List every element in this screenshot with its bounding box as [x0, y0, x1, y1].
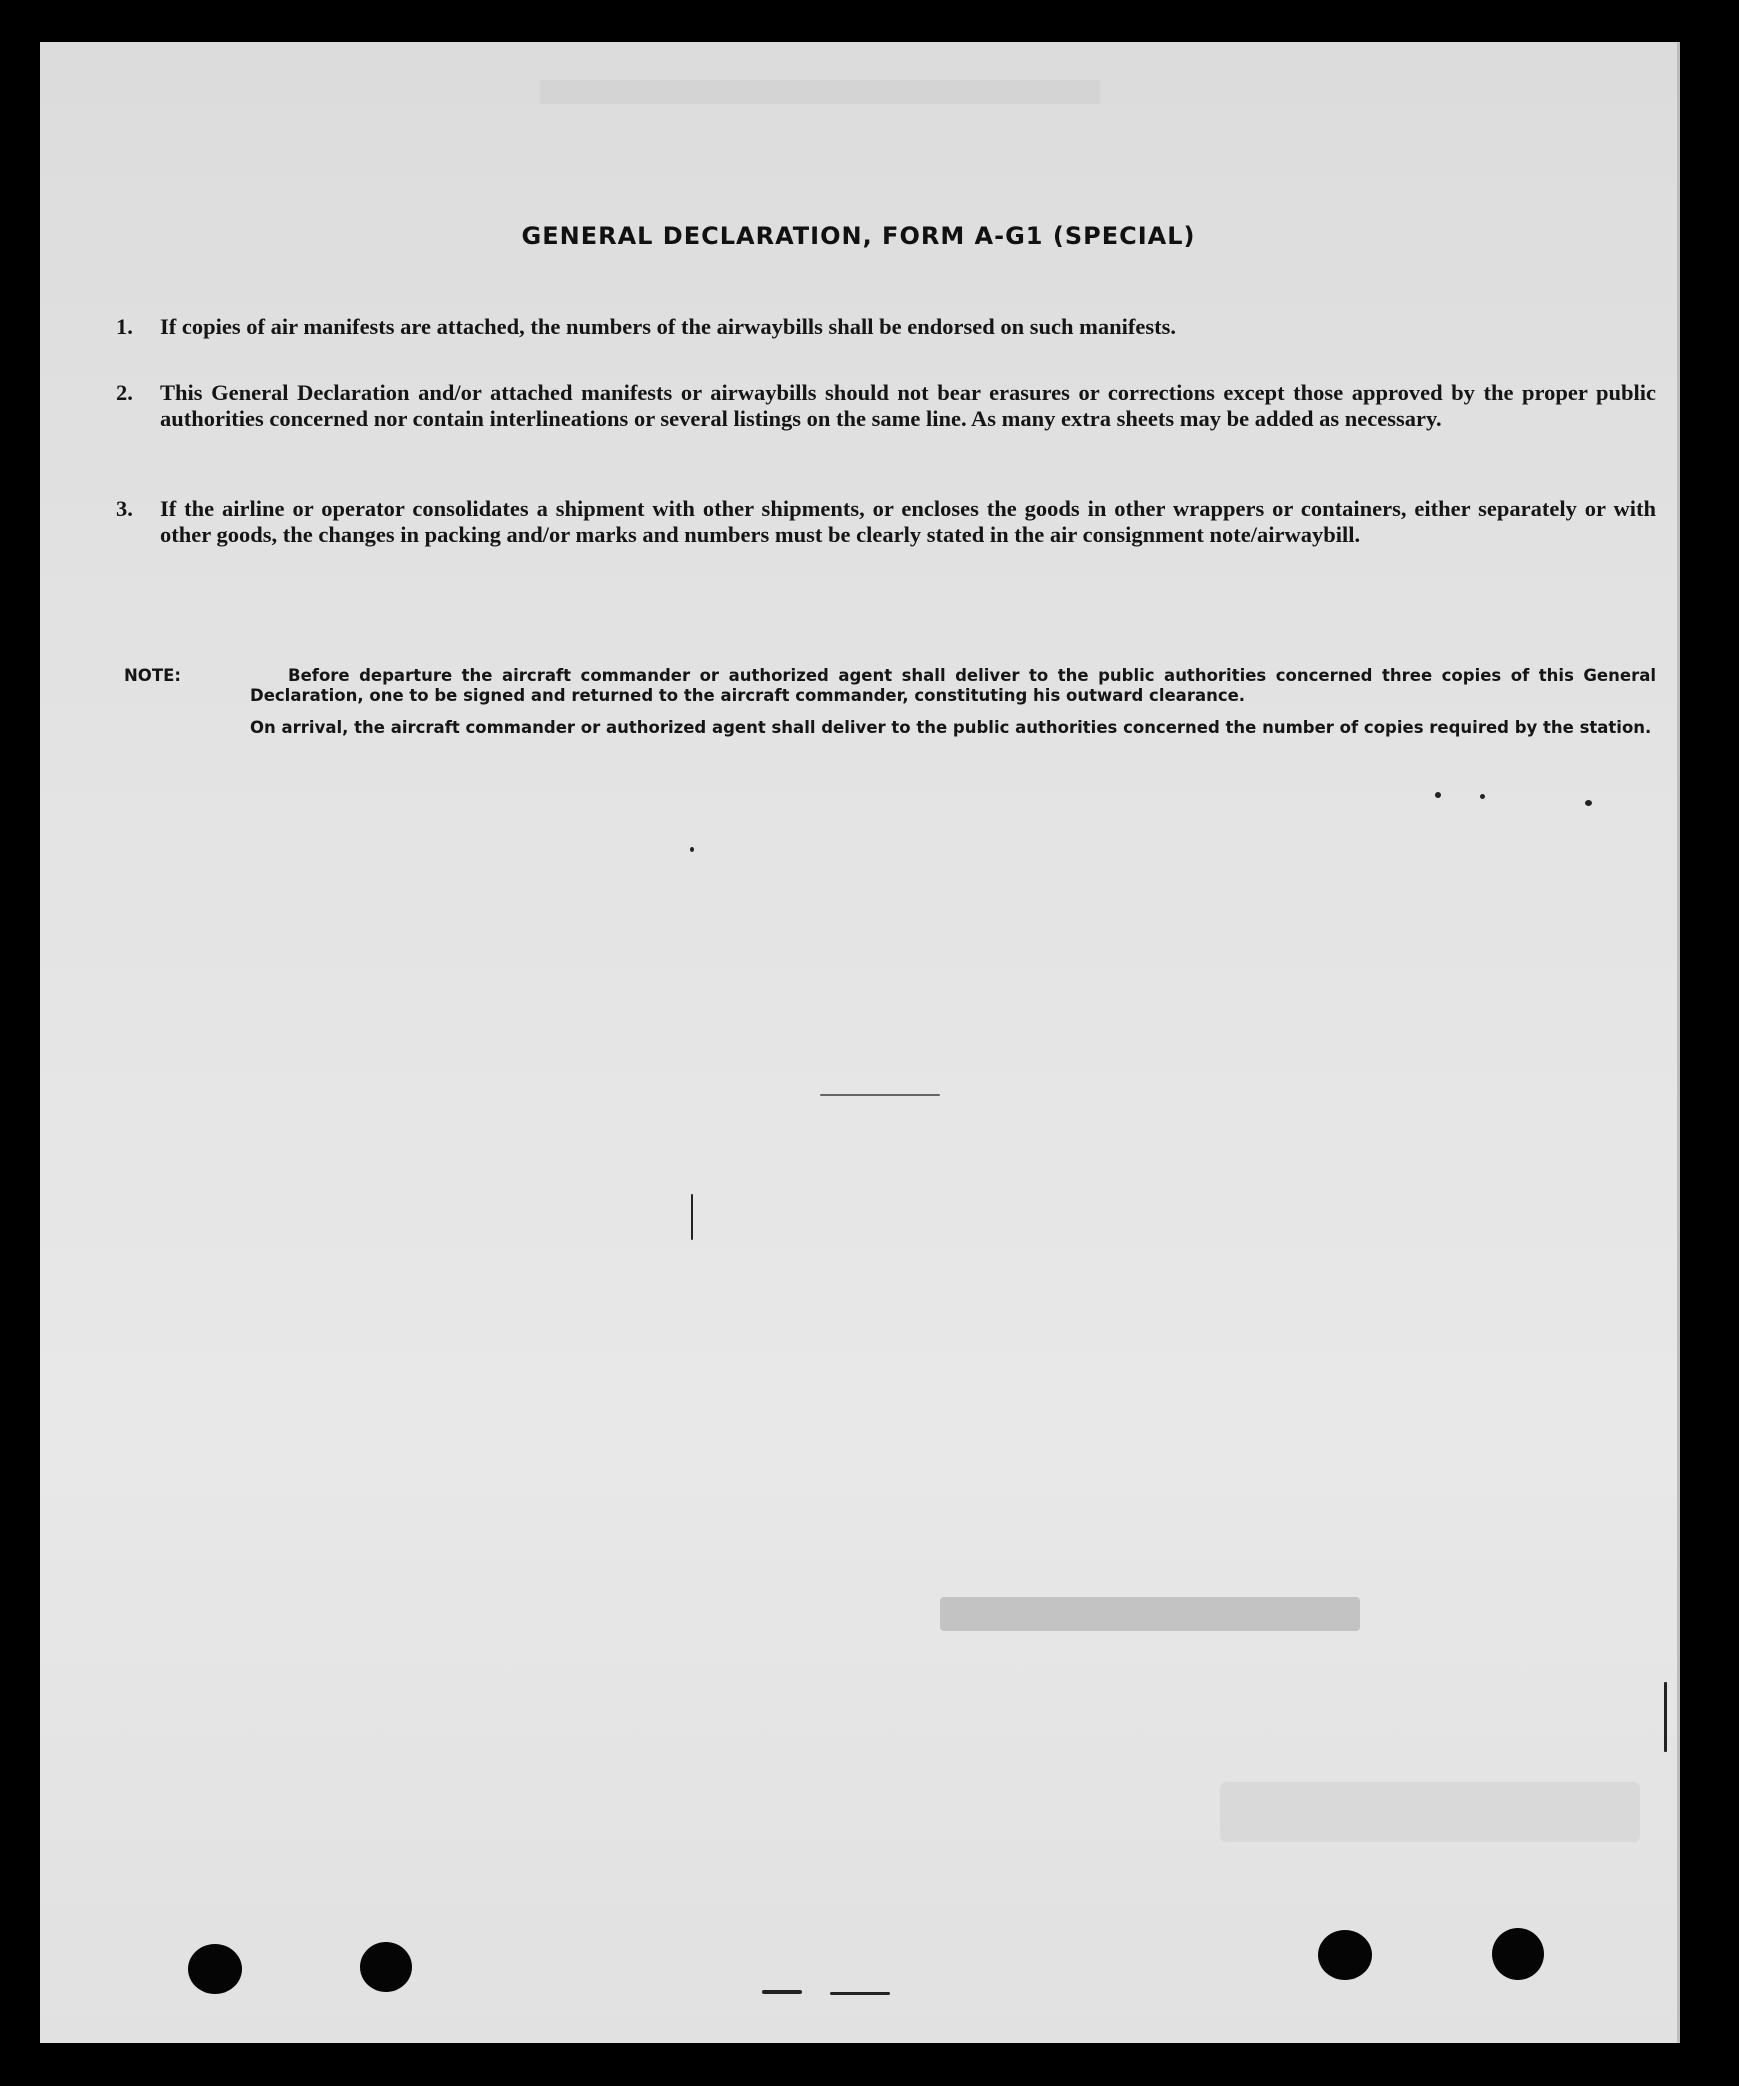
punch-hole-4	[1492, 1928, 1544, 1980]
speck	[762, 1990, 802, 1994]
speck	[820, 1094, 940, 1096]
note-block	[124, 666, 1656, 738]
note-label: NOTE:	[124, 666, 181, 685]
speck	[1585, 800, 1592, 806]
note-paragraph-arrival: On arrival, the aircraft commander or authorized agent shall deliver to the public authorities concerned the number of copies required by the station.	[250, 718, 1652, 737]
instruction-item-3	[116, 496, 1656, 548]
speck	[1664, 1682, 1667, 1752]
speck	[690, 847, 694, 852]
instruction-item-2	[116, 380, 1656, 432]
bleed-through-mark-middle	[940, 1597, 1360, 1631]
speck	[830, 1992, 890, 1995]
form-title: GENERAL DECLARATION, FORM A-G1 (SPECIAL)	[521, 222, 1196, 250]
item-text: If the airline or operator consolidates a shipment with other shipments, or encloses the goods in other wrappers or containers, either separately or with other goods, the changes in packing and/or marks and numbers must be clearly stated in the air consignment note/airwaybill.	[160, 496, 1656, 547]
note-paragraph-departure: Before departure the aircraft commander or authorized agent shall deliver to the public authorities concerned three copies of this General Declaration, one to be signed and returned to the aircraft commander, constituting his outward clearance.	[250, 666, 1656, 705]
speck	[691, 1194, 693, 1240]
item-text: If copies of air manifests are attached, the numbers of the airwaybills shall be endorsed on such manifests.	[160, 314, 1177, 339]
instruction-item-1	[116, 314, 1656, 340]
bleed-through-mark-top	[540, 80, 1100, 104]
document-page	[40, 42, 1680, 2043]
item-text: This General Declaration and/or attached manifests or airwaybills should not bear erasures or corrections except those approved by the proper public authorities concerned nor contain interlineations or several listings on the same line. As many extra sheets may be added as necessary.	[160, 380, 1656, 431]
speck	[1435, 792, 1441, 798]
item-number: 3.	[116, 496, 133, 521]
item-number: 1.	[116, 314, 133, 339]
punch-hole-3	[1318, 1930, 1372, 1980]
punch-hole-1	[188, 1944, 242, 1994]
punch-hole-2	[360, 1942, 412, 1992]
speck	[1480, 794, 1485, 799]
bleed-through-mark-lower	[1220, 1782, 1640, 1842]
item-number: 2.	[116, 380, 133, 405]
